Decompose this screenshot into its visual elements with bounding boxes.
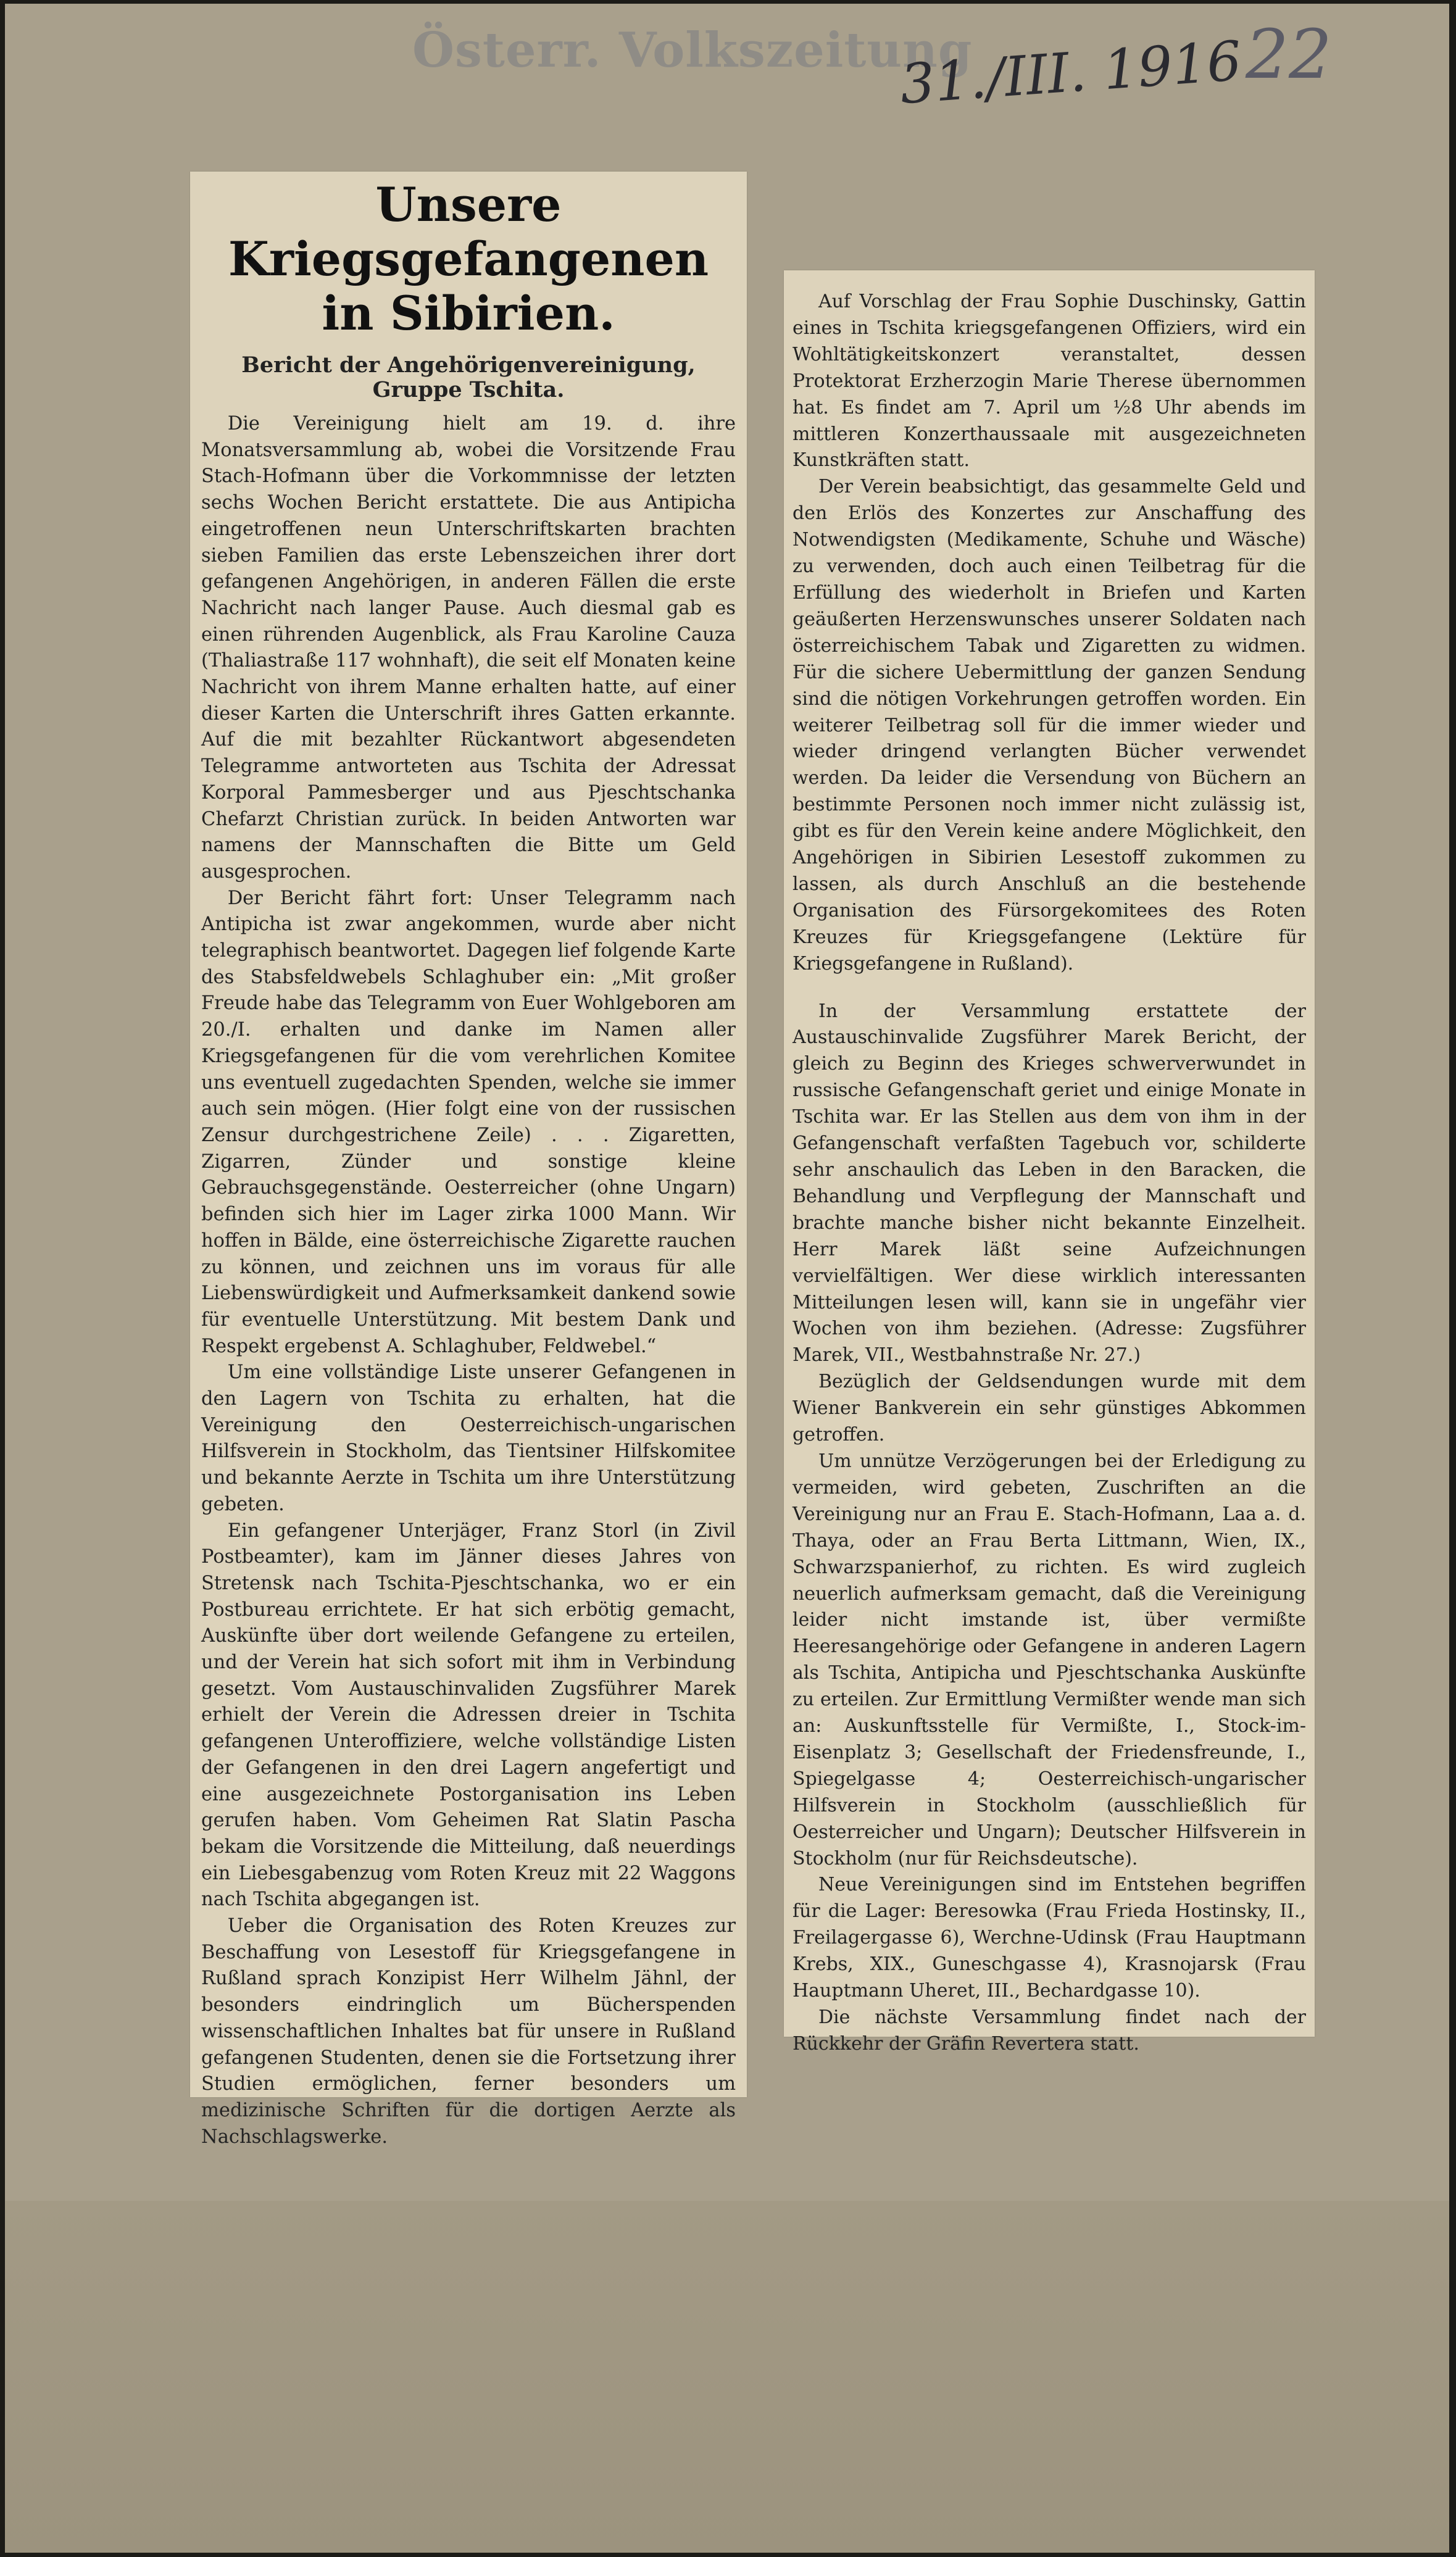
- paragraph: Die Vereinigung hielt am 19. d. ihre Monatsversammlung ab, wobei die Vorsitzende Frau Stach-Hofmann über die Vorkommnisse der letzten sechs Wochen Bericht erstattete. Die aus Antipicha eingetroffenen neun Unterschriftskarten brachten sieben Familien das erste Lebenszeichen ihrer dort gefangenen Angehörigen, in anderen Fällen die erste Nachricht nach langer Pause. Auch diesmal gab es einen rührenden Augenblick, als Frau Karoline Cauza (Thaliastraße 117 wohnhaft), die seit elf Monaten keine Nachricht von ihrem Manne erhalten hatte, auf einer dieser Karten die Unterschrift ihres Gatten erkannte. Auf die mit bezahlter Rückantwort abgesendeten Telegramme antworteten aus Tschita der Adressat Korporal Pammesberger und aus Pjeschtschanka Chefarzt Christian zurück. In beiden Antworten war namens der Mannschaften die Bitte um Geld ausgesprochen.: [201, 413, 736, 883]
- paragraph: Neue Vereinigungen sind im Entstehen begriffen für die Lager: Beresowka (Frau Frieda Hostinsky, II., Freilagergasse 6), Werchne-Udinsk (Frau Hauptmann Krebs, XIX., Guneschgasse 4), Krasnojarsk (Frau Hauptmann Uheret, III., Bechardgasse 10).: [792, 1874, 1306, 2002]
- paragraph: Um eine vollständige Liste unserer Gefangenen in den Lagern von Tschita zu erhalten, hat die Vereinigung den Oesterreichisch-ungarischen Hilfsverein in Stockholm, das Tientsiner Hilfskomitee und bekannte Aerzte in Tschita um ihre Unterstützung gebeten.: [201, 1362, 736, 1515]
- paragraph: Ueber die Organisation des Roten Kreuzes zur Beschaffung von Lesestoff für Kriegsgefangene in Rußland sprach Konzipist Herr Wilhelm Jähnl, der besonders eindringlich um Bücherspenden wissenschaftlichen Inhaltes bat für unsere in Rußland gefangenen Studenten, denen sie die Fortsetzung ihrer Studien ermöglichen, ferner besonders um medizinische Schriften für die dortigen Aerzte als Nachschlagswerke.: [201, 1915, 736, 2148]
- paragraph: Der Bericht fährt fort: Unser Telegramm nach Antipicha ist zwar angekommen, wurde aber nicht telegraphisch beantwortet. Dagegen lief folgende Karte des Stabsfeldwebels Schlaghuber ein: „Mit großer Freude habe das Telegramm von Euer Wohlgeboren am 20./I. erhalten und danke im Namen aller Kriegsgefangenen für die vom verehrlichen Komitee uns eventuell zugedachten Spenden, welche sie immer auch sein mögen. (Hier folgt eine von der russischen Zensur durchgestrichene Zeile) . . . Zigaretten, Zigarren, Zünder und sonstige kleine Gebrauchsgegenstände. Oesterreicher (ohne Ungarn) befinden sich hier im Lager zirka 1000 Mann. Wir hoffen in Bälde, eine österreichische Zigarette rauchen zu können, und zeichnen uns im voraus für alle Liebenswürdigkeit und Aufmerksamkeit dankend sowie für eventuelle Unterstützung. Mit bestem Dank und Respekt ergebenst A. Schlaghuber, Feldwebel.“: [201, 887, 736, 1357]
- archive-sheet: [5, 4, 1449, 2553]
- article-headline: Unsere Kriegsgefangenen in Sibirien.: [228, 177, 709, 341]
- paragraph: Auf Vorschlag der Frau Sophie Duschinsky, Gattin eines in Tschita kriegsgefangenen Offiziers, wird ein Wohltätigkeitskonzert veranstaltet, dessen Protektorat Erzherzogin Marie Therese übernommen hat. Es findet am 7. April um ½8 Uhr abends im mittleren Konzerthaussaale mit ausgezeichneten Kunstkräften statt.: [792, 291, 1306, 472]
- handwritten-date: 31./III. 1916: [898, 28, 1244, 117]
- paragraph: In der Versammlung erstattete der Austauschinvalide Zugsführer Marek Bericht, der gleich zu Beginn des Krieges schwerverwundet in russische Gefangenschaft geriet und einige Monate in Tschita war. Er las Stellen aus dem von ihm in der Gefangenschaft verfaßten Tagebuch vor, schilderte sehr anschaulich das Leben in den Baracken, die Behandlung und Verpflegung der Mannschaft und brachte manche bisher nicht bekannte Einzelheit. Herr Marek läßt seine Aufzeichnungen vervielfältigen. Wer diese wirklich interessanten Mitteilungen lesen will, kann sie in ungefähr vier Wochen von ihm beziehen. (Adresse: Zugsführer Marek, VII., Westbahnstraße Nr. 27.): [792, 1000, 1306, 1366]
- clipping-column-2: [784, 270, 1315, 2055]
- paragraph: Die nächste Versammlung findet nach der Rückkehr der Gräfin Revertera statt.: [792, 2006, 1306, 2055]
- handwritten-page-number: 22: [1246, 15, 1332, 94]
- paragraph: Ein gefangener Unterjäger, Franz Storl (in Zivil Postbeamter), kam im Jänner dieses Jahres von Stretensk nach Tschita-Pjeschtschanka, wo er ein Postbureau errichtete. Er hat sich erbötig gemacht, Auskünfte über dort weilende Gefangene zu erteilen, und der Verein hat sich sofort mit ihm in Verbindung gesetzt. Vom Austauschinvaliden Zugsführer Marek erhielt der Verein die Adressen dreier in Tschita gefangenen Unteroffiziere, welche vollständige Listen der Gefangenen in den drei Lagern angefertigt und eine ausgezeichnete Postorganisation ins Leben gerufen haben. Vom Geheimen Rat Slatin Pascha bekam die Vorsitzende die Mitteilung, daß neuerdings ein Liebesgabenzug vom Roten Kreuz mit 22 Waggons nach Tschita abgegangen ist.: [201, 1520, 736, 1911]
- newspaper-source-stamp: Österr. Volkszeitung: [412, 22, 973, 78]
- paragraph: Der Verein beabsichtigt, das gesammelte Geld und den Erlös des Konzertes zur Anschaffung des Notwendigsten (Medikamente, Schuhe und Wäsche) zu verwenden, doch auch einen Teilbetrag für die Erfüllung des wiederholt in Briefen und Karten geäußerten Herzenswunsches unserer Soldaten nach österreichischem Tabak und Zigaretten zu widmen. Für die sichere Uebermittlung der ganzen Sendung sind die nötigen Vorkehrungen getroffen worden. Ein weiterer Teilbetrag soll für die immer wieder und wieder dringend verlangten Bücher verwendet werden. Da leider die Versendung von Büchern an bestimmte Personen noch immer nicht zulässig ist, gibt es für den Verein keine andere Möglichkeit, den Angehörigen in Sibirien Lesestoff zukommen zu lassen, als durch Anschluß an die bestehende Organisation des Fürsorgekomitees des Roten Kreuzes für Kriegsgefangene (Lektüre für Kriegsgefangene in Rußland).: [792, 476, 1306, 975]
- clipping-column-1: [190, 172, 747, 2148]
- paragraph: Um unnütze Verzögerungen bei der Erledigung zu vermeiden, wird gebeten, Zuschriften an die Vereinigung nur an Frau E. Stach-Hofmann, Laa a. d. Thaya, oder an Frau Berta Littmann, Wien, IX., Schwarzspanierhof, zu richten. Es wird zugleich neuerlich aufmerksam gemacht, daß die Vereinigung leider nicht imstande ist, über vermißte Heeresangehörige oder Gefangene in anderen Lagern als Tschita, Antipicha und Pjeschtschanka Auskünfte zu erteilen. Zur Ermittlung Vermißter wende man sich an: Auskunftsstelle für Vermißte, I., Stock-im-Eisenplatz 3; Gesellschaft der Friedensfreunde, I., Spiegelgasse 4; Oesterreichisch-ungarischer Hilfsverein in Stockholm (ausschließlich für Oesterreicher und Ungarn); Deutscher Hilfsverein in Stockholm (nur für Reichsdeutsche).: [792, 1450, 1306, 1869]
- paragraph: Bezüglich der Geldsendungen wurde mit dem Wiener Bankverein ein sehr günstiges Abkommen getroffen.: [792, 1371, 1306, 1446]
- article-subheadline: Bericht der Angehörigenvereinigung, Gruppe Tschita.: [241, 352, 696, 402]
